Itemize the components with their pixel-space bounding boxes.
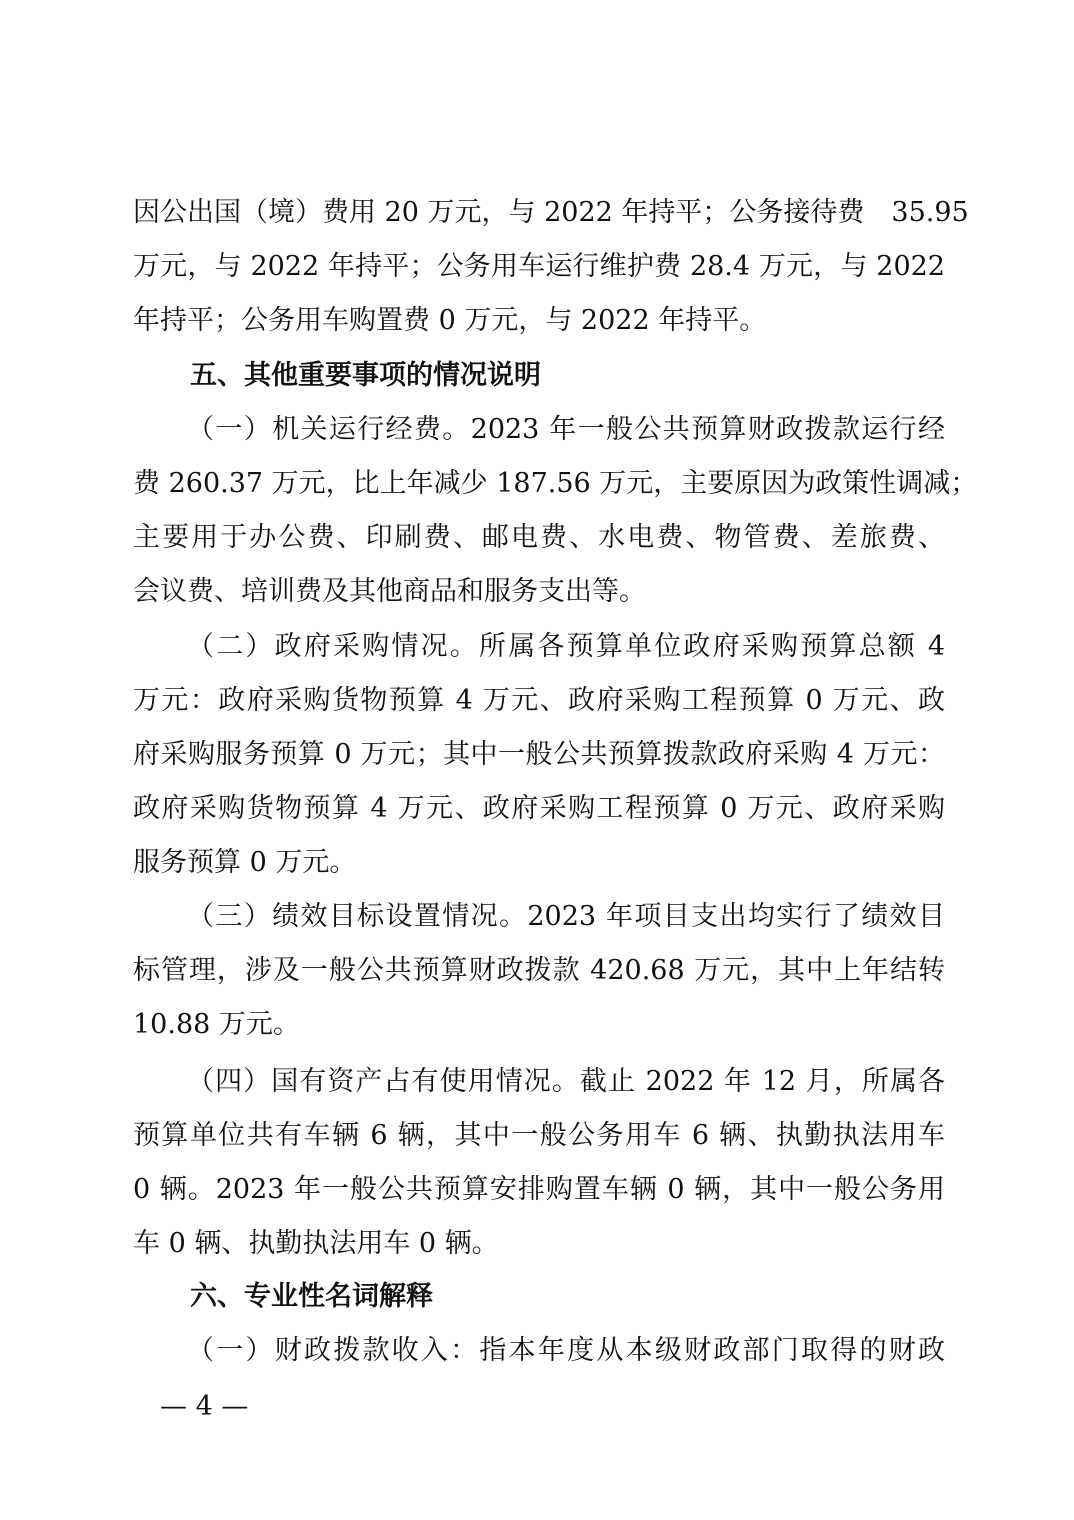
- text-line: [133, 890, 945, 944]
- text-line: 会议费、培训费及其他商品和服务支出等。: [133, 576, 646, 607]
- text-span: 所属各预算单位政府采购预算总额 4: [479, 631, 945, 662]
- text-line: 服务预算 0 万元。: [133, 847, 357, 878]
- text-line: 10.88 万元。: [133, 1009, 300, 1040]
- subsection-lead: （一）机关运行经费。: [187, 414, 471, 445]
- text-line: [133, 620, 945, 674]
- text-span: 截止 2022 年 12 月，所属各: [579, 1066, 946, 1097]
- text-span: 2023 年项目支出均实行了绩效目: [527, 901, 946, 932]
- text-line: 车 0 辆、执勤执法用车 0 辆。: [133, 1228, 499, 1259]
- subsection-lead: （一）财政拨款收入：: [187, 1335, 480, 1366]
- text-line: 府采购服务预算 0 万元；其中一般公共预算拨款政府采购 4 万元：: [133, 739, 945, 770]
- text-line: [133, 1055, 945, 1109]
- section-heading-6: 六、专业性名词解释: [190, 1281, 433, 1312]
- text-line: 因公出国（境）费用 20 万元，与 2022 年持平；公务接待费 35.95: [133, 197, 969, 228]
- text-line: 费 260.37 万元，比上年减少 187.56 万元，主要原因为政策性调减；: [133, 468, 978, 499]
- paragraph-state-assets: [133, 1055, 945, 1271]
- paragraph-procurement: [133, 620, 945, 890]
- text-line: 年持平；公务用车购置费 0 万元，与 2022 年持平。: [133, 305, 767, 336]
- text-span: 指本年度从本级财政部门取得的财政: [479, 1335, 946, 1366]
- text-line: 政府采购货物预算 4 万元、政府采购工程预算 0 万元、政府采购: [133, 793, 945, 824]
- subsection-lead: （四）国有资产占有使用情况。: [187, 1066, 580, 1097]
- text-line: 0 辆。2023 年一般公共预算安排购置车辆 0 辆，其中一般公务用: [133, 1174, 945, 1205]
- text-line: 主要用于办公费、印刷费、邮电费、水电费、物管费、差旅费、: [133, 522, 945, 553]
- text-line: [133, 403, 945, 457]
- text-line: 预算单位共有车辆 6 辆，其中一般公务用车 6 辆、执勤执法用车: [133, 1120, 945, 1151]
- text-line: 万元：政府采购货物预算 4 万元、政府采购工程预算 0 万元、政: [133, 685, 945, 716]
- paragraph-expense-summary: [133, 186, 969, 348]
- text-line: 万元，与 2022 年持平；公务用车运行维护费 28.4 万元，与 2022: [133, 251, 945, 282]
- section-heading-5: 五、其他重要事项的情况说明: [190, 360, 541, 391]
- subsection-lead: （二）政府采购情况。: [187, 631, 480, 662]
- paragraph-performance-goals: [133, 890, 945, 1052]
- paragraph-fiscal-income-definition: [133, 1324, 945, 1378]
- text-span: 2023 年一般公共预算财政拨款运行经: [470, 414, 946, 445]
- subsection-lead: （三）绩效目标设置情况。: [187, 901, 528, 932]
- page-number: — 4 —: [160, 1391, 249, 1422]
- paragraph-operating-funds: [133, 403, 978, 619]
- text-line: 标管理，涉及一般公共预算财政拨款 420.68 万元，其中上年结转: [133, 955, 945, 986]
- text-line: [133, 1324, 945, 1378]
